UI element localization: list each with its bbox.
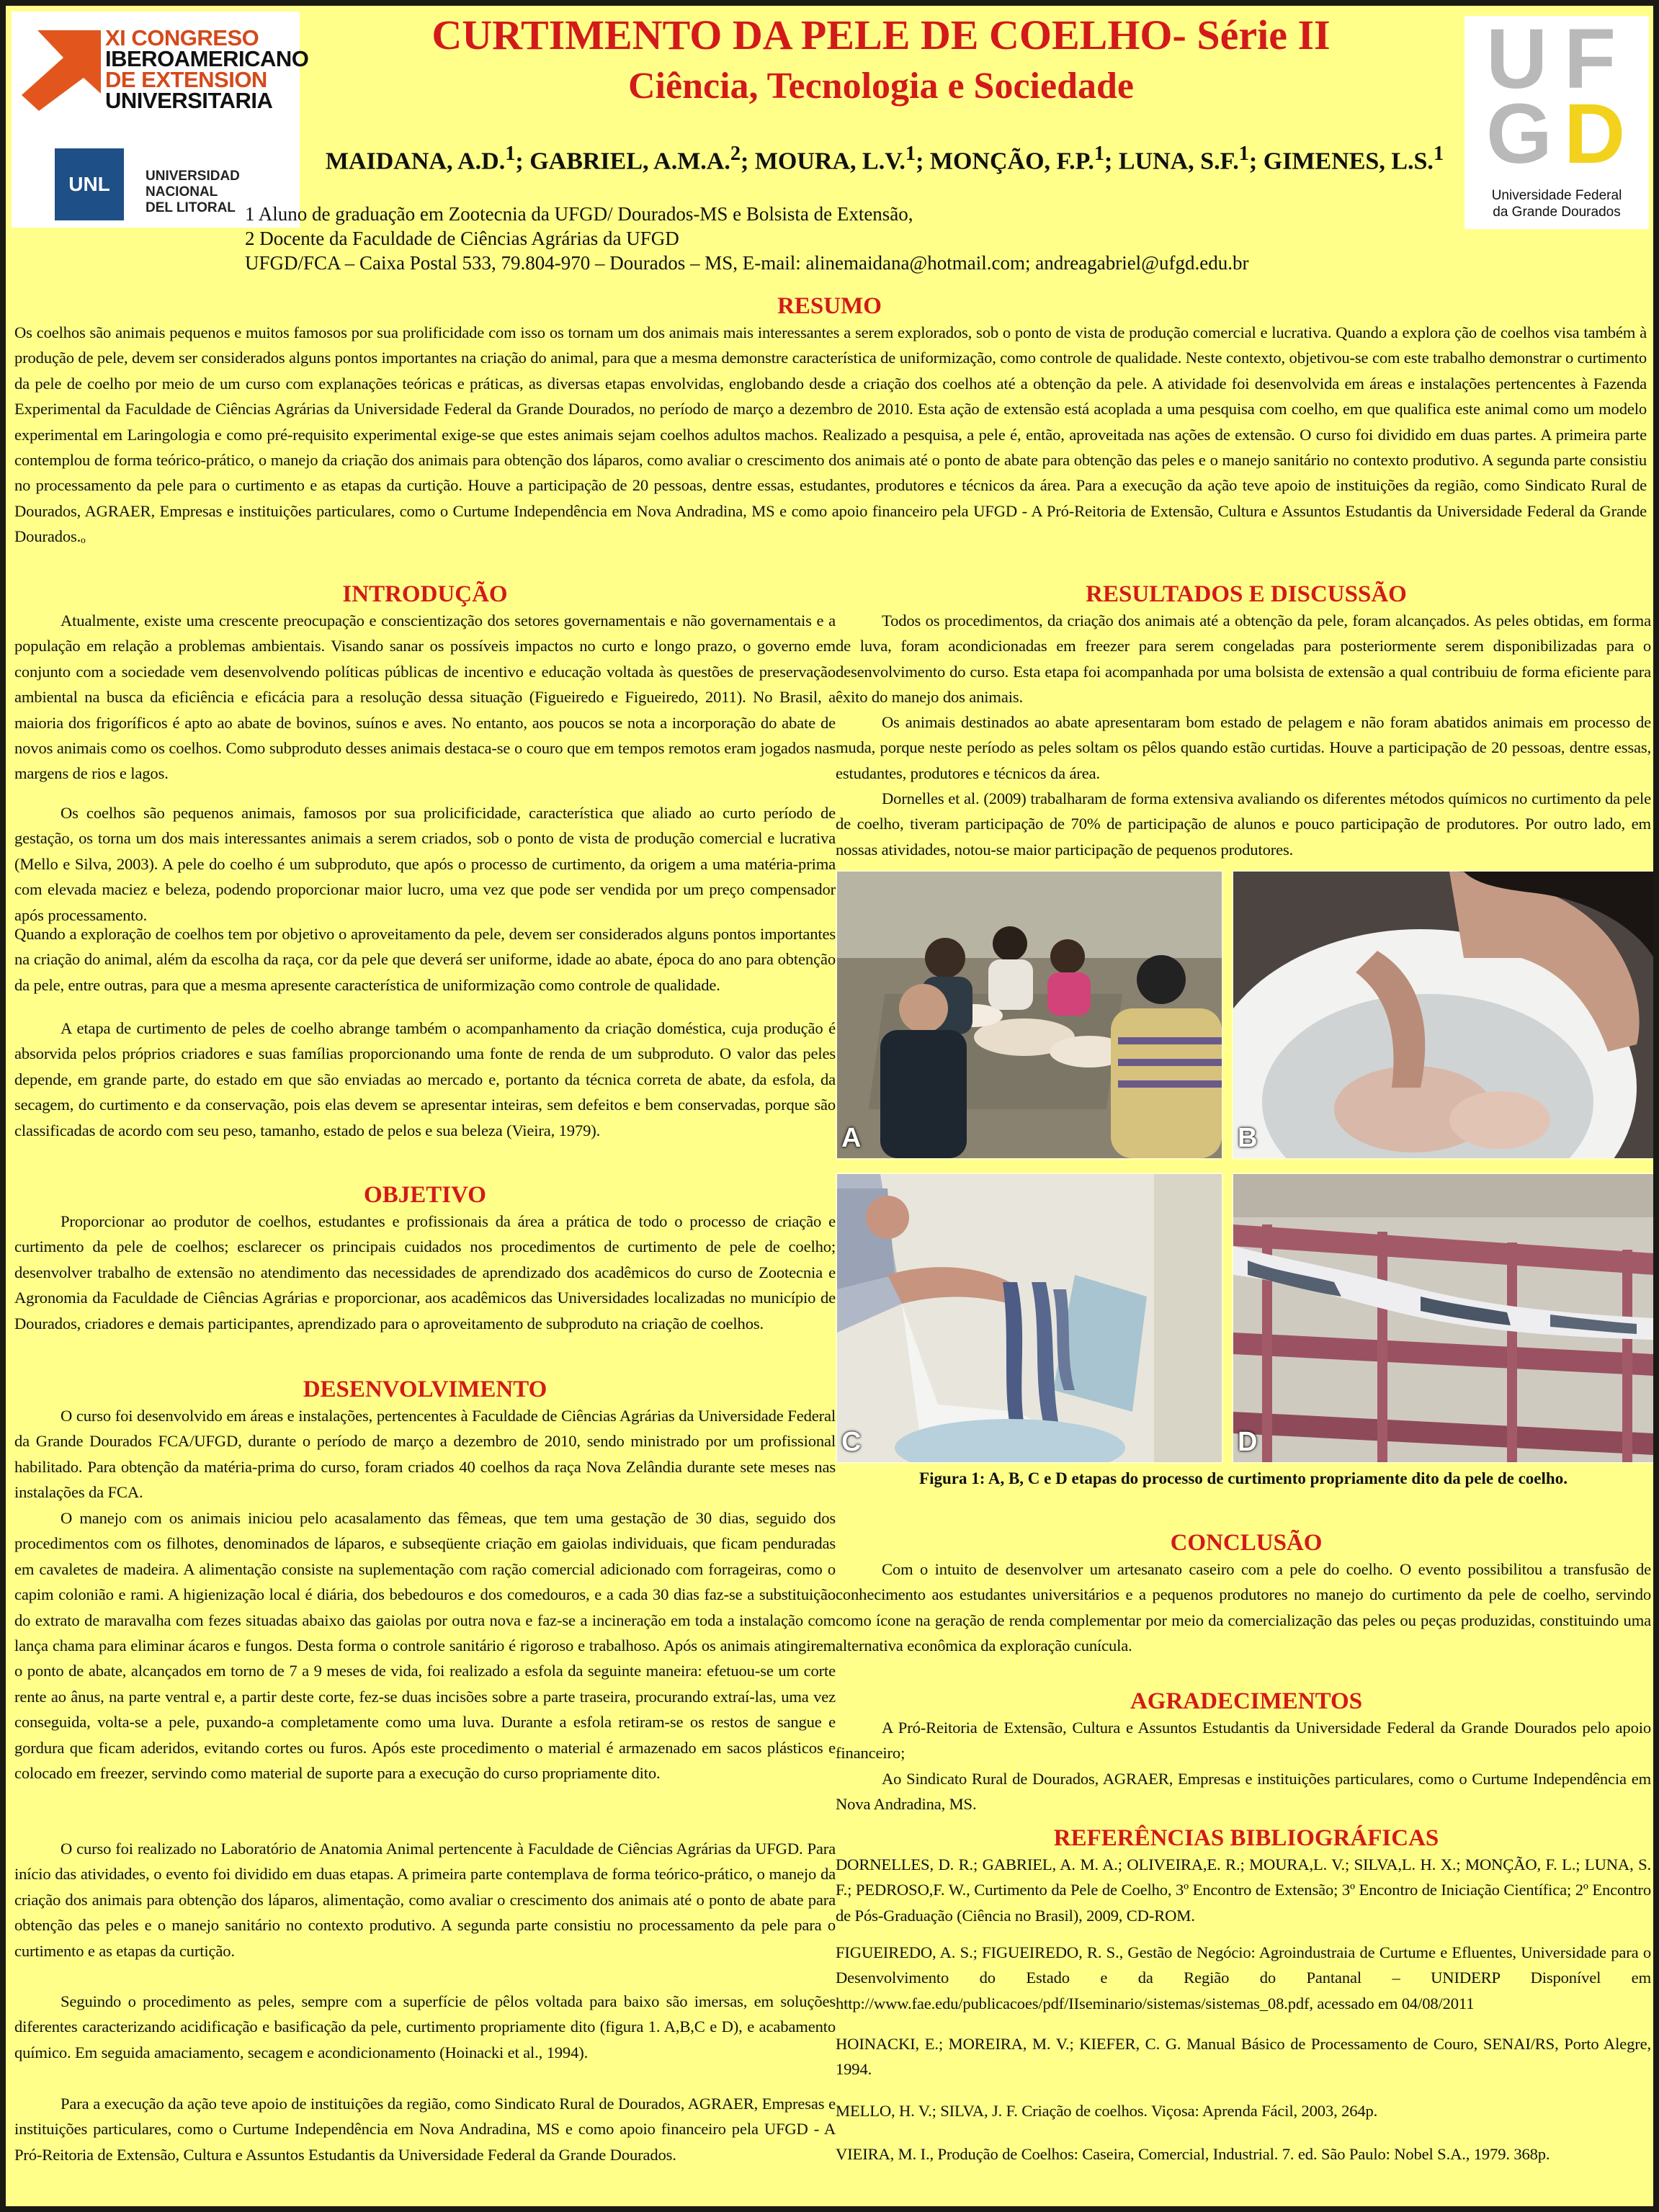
ufgd-letter: F (1564, 12, 1616, 107)
objetivo-paragraph: Proporcionar ao produtor de coelhos, estudantes e profissionais da área a prática de todo o processo de criação e curtimento da pele de coelhos; esclarecer os principais cuidados nos procedimentos de curtimento de pele de coelho; desenvolver trabalho de extensão no atendimento das necessidades de aprendizado dos acadêmicos do curso de Zootecnia e Agronomia da Faculdade de Ciências Agrárias e proporcionar, aos acadêmicos das Universidades localizadas no município de Dourados, criadores e demais participantes, aprendizado para o aproveitamento de subproduto na criação de coelhos. (14, 1212, 836, 1333)
figure-photo-a (836, 870, 1223, 1160)
author-affil-mark: 1 (505, 143, 516, 165)
conclusao-paragraph: Com o intuito de desenvolver um artesanato caseiro com a pele do coelho. O evento possibilitou a transfusão de conhecimento aos estudantes universitários e a pequenos produtores no manejo do curtimento da pele de coelho, servindo como ícone na geração de renda complementar por meio da comercialização das peles ou peças produzidas, constituindo uma alternativa econômica da exploração cunícula. (836, 1560, 1651, 1655)
ufgd-letter: U (1486, 12, 1548, 107)
affiliations (245, 202, 1455, 275)
figure-label: A (841, 1123, 862, 1153)
agradecimentos-paragraph: A Pró-Reitoria de Extensão, Cultura e Assuntos Estudantis da Universidade Federal da Grande Dourados pelo apoio financeiro; (836, 1719, 1651, 1763)
congreso-line: XI CONGRESO (105, 25, 259, 50)
ufgd-letters (1479, 12, 1635, 182)
introducao-paragraph: Atualmente, existe uma crescente preocupação e conscientização dos setores governamentais e não governamentais e a população em relação a problemas ambientais. Visando sanar os possíveis impactos no curto e longo prazo, o governo em conjunto com a sociedade vem desenvolvendo políticas públicas de incentivo e educação voltada às questões de preservação ambiental na busca da eficiência e eficácia para a resolução dessa situação (Figueiredo e Figueiredo, 2011). No Brasil, a maioria dos frigoríficos é apto ao abate de bovinos, suínos e aves. No entanto, aos poucos se nota a incorporação do abate de novos animais como os coelhos. Como subproduto desses animais destaca-se o couro que em tempos remotos eram jogados nas margens de rios e lagos. (14, 612, 836, 783)
author-affil-mark: 1 (1433, 143, 1444, 165)
reference-item: MELLO, H. V.; SILVA, J. F. Criação de coelhos. Viçosa: Aprenda Fácil, 2003, 264p. (836, 2102, 1378, 2120)
introducao-paragraph: A etapa de curtimento de peles de coelho abrange também o acompanhamento da criação doméstica, cuja produção é absorvida pelos próprios criadores e suas famílias proporcionando uma fonte de renda de um subproduto. O valor das peles depende, em grande parte, do estado em que são enviadas ao mercado e, portanto da técnica correta de abate, da esfola, da secagem, do curtimento e da conservação, pois elas devem se apresentar inteiras, sem defeitos e bem conservadas, porque são classificadas de acordo com seu peso, tamanho, estado de pelos e sua beleza (Vieira, 1979). (14, 1019, 836, 1139)
agradecimentos-paragraph: Ao Sindicato Rural de Dourados, AGRAER, Empresas e instituições particulares, como o Curtume Independência em Nova Andradina, MS. (836, 1770, 1651, 1814)
resumo-heading: RESUMO (777, 293, 882, 319)
referencias-heading: REFERÊNCIAS BIBLIOGRÁFICAS (1053, 1825, 1439, 1851)
reference-item: FIGUEIREDO, A. S.; FIGUEIREDO, R. S., Gestão de Negócio: Agroindustraia de Curtume e Efluentes, Universidade para o Desenvolvimento do Estado e da Região do Pantanal – UNIDERP Disponível em http://www.fae.edu/publicacoes/pdf/IIseminario/sistemas/sistemas_08.pdf, acessado em 04/08/2011 (836, 1943, 1651, 2012)
author-name: GABRIEL, A.M.A. (529, 148, 730, 175)
author-name: MOURA, L.V. (754, 148, 905, 175)
agradecimentos-heading: AGRADECIMENTOS (1130, 1688, 1363, 1714)
author-affil-mark: 1 (1238, 143, 1249, 165)
poster (6, 6, 1653, 2206)
conclusao-heading: CONCLUSÃO (1170, 1530, 1323, 1556)
ufgd-name (1472, 187, 1642, 220)
poster-subtitle: Ciência, Tecnologia e Sociedade (628, 66, 1134, 107)
author-name: LUNA, S.F. (1118, 148, 1239, 175)
unl-logo-mark: UNL (55, 148, 124, 220)
poster-title: CURTIMENTO DA PELE DE COELHO- Série II (431, 12, 1331, 58)
ufgd-name-line: Universidade Federal (1491, 188, 1622, 203)
reference-item: HOINACKI, E.; MOREIRA, M. V.; KIEFER, C. G. Manual Básico de Processamento de Couro, SENAI/RS, Porto Alegre, 1994. (836, 2035, 1651, 2079)
figure-photo-b (1232, 870, 1653, 1160)
ufgd-letter: G (1486, 86, 1552, 182)
resumo-text: Os coelhos são animais pequenos e muitos famosos por sua prolificidade com isso os tornam um dos animais mais interessantes a serem explorados, sob o ponto de vista de produção comercial e lucrativa. Quando a explora ção de coelhos visa também à produção de pele, devem ser considerados alguns pontos importantes na criação do animal, para que a mesma demonstre característica de uniformização, como controle de qualidade. Neste contexto, objetivou-se com este trabalho demonstrar o curtimento da pele de coelho por meio de um curso com explanações teóricas e práticas, as diversas etapas envolvidas, englobando desde a criação dos coelhos até a obtenção da pele. A atividade foi desenvolvida em áreas e instalações pertencentes à Fazenda Experimental da Faculdade de Ciências Agrárias da Universidade Federal da Grande Dourados, no período de março a dezembro de 2010. Esta ação de extensão está acoplada a uma pesquisa com coelho, em que qualifica este animal como um modelo experimental em Laringologia e como pré-requisito experimental exige-se que estes animais sejam coelhos adultos machos. Realizado a pesquisa, a pele é, então, aproveitada nas ações de extensão. O curso foi dividido em duas partes. A primeira parte contemplou de forma teórico-prático, o manejo da criação dos animais para obtenção dos láparos, como avaliar o crescimento dos animais até o ponto de abate para obtenção das peles e o manejo sanitário no contexto produtivo. A segunda parte consistiu no processamento da pele para o curtimento e as etapas da curtição. Houve a participação de 20 pessoas, dentre essas, estudantes, produtores e técnicos da área. Para a execução da ação teve apoio de instituições da região, como Sindicato Rural de Dourados, AGRAER, Empresas e instituições particulares, como o Curtume Independência em Nova Andradina, MS e como apoio financeiro pela UFGD - A Pró-Reitoria de Extensão, Cultura e Assuntos Estudantis da Universidade Federal da Grande Dourados.ₒ (14, 323, 1647, 546)
introducao-paragraph: Quando a exploração de coelhos tem por objetivo o aproveitamento da pele, devem ser considerados alguns pontos importantes na criação do animal, além da escolha da raça, cor da pele que deverá ser uniforme, idade ao abate, época do ano para obtenção da pele, entre outras, para que a mesma apresente característica de uniformização como controle de qualidade. (14, 925, 836, 994)
affiliation-line: 2 Docente da Faculdade de Ciências Agrárias da UFGD (245, 228, 679, 249)
affiliation-line: UFGD/FCA – Caixa Postal 533, 79.804-970 – Dourados – MS, E-mail: alinemaidana@hotmail.com; andreagabriel@ufgd.edu.br (245, 252, 1249, 274)
desenvolvimento-paragraph: Para a execução da ação teve apoio de instituições da região, como Sindicato Rural de Dourados, AGRAER, Empresas e instituições particulares, como o Curtume Independência em Nova Andradina, MS e como apoio financeiro pela UFGD - A Pró-Reitoria de Extensão, Cultura e Assuntos Estudantis da Universidade Federal da Grande Dourados. (14, 2095, 836, 2164)
resultados-paragraph: Todos os procedimentos, da criação dos animais até a obtenção da pele, foram alcançados. As peles obtidas, em forma de luva, foram acondicionadas em freezer para serem congeladas para posteriormente serem disponibilizadas para o desenvolvimento do curso. Esta etapa foi acompanhada por uma bolsista de extensão a qual contribuiu de forma eficiente para êxito do manejo dos animais. (836, 612, 1651, 707)
congreso-line: IBEROAMERICANO (105, 46, 309, 71)
figure-label: C (841, 1427, 862, 1457)
resultados-paragraph: Os animais destinados ao abate apresentaram bom estado de pelagem e não foram abatidos animais em processo de muda, porque neste período as peles soltam os pêlos quando estão curtidas. Houve a participação de 20 pessoas, dentre essas, estudantes, produtores e técnicos da área. (836, 713, 1651, 782)
author-name: GIMENES, L.S. (1263, 148, 1434, 175)
desenvolvimento-paragraph: O manejo com os animais iniciou pelo acasalamento das fêmeas, que tem uma gestação de 30 dias, seguido dos procedimentos com os filhotes, denominados de láparos, e subseqüente criação em gaiolas individuais, que ficam penduradas em cavaletes de madeira. A alimentação consiste na suplementação com ração comercial adicionado com forrageiras, como o capim colonião e rami. A higienização local é diária, dos bebedouros e dos comedouros, e a cada 30 dias faz-se a substituição do extrato de maravalha com fezes situadas abaixo das gaiolas por outra nova e faz-se a incineração em toda a instalação com lança chama para eliminar ácaros e fungos. Desta forma o controle sanitário é rigoroso e trabalhoso. Após os animais atingirem o ponto de abate, alcançados em torno de 7 a 9 meses de vida, foi realizado a esfola da seguinte maneira: efetuou-se um corte rente ao ânus, na parte ventral e, a partir deste corte, fez-se duas incisões sobre a parte traseira, procurando extraí-las, uma vez conseguida, volta-se a pele, puxando-a completamente como uma luva. Durante a esfola retiram-se os restos de sangue e gordura que ficam aderidos, evitando cortes ou furos. Após este procedimento o material é armazenado em sacos plásticos e colocado em freezer, servindo como material de suporte para a execução do curso propriamente dito. (14, 1509, 836, 1783)
figure-label: B (1238, 1123, 1258, 1153)
congreso-name (105, 27, 308, 111)
figure-label: D (1238, 1427, 1258, 1457)
desenvolvimento-paragraph: Seguindo o procedimento as peles, sempre com a superfície de pêlos voltada para baixo são imersas, em soluções diferentes caracterizando acidificação e basificação da pele, curtimento propriamente dito (figura 1. A,B,C e D), e acabamento químico. Em seguida amaciamento, secagem e acondicionamento (Hoinacki et al., 1994). (14, 1992, 836, 2061)
ufgd-letter: D (1564, 86, 1626, 182)
ufgd-logo (1465, 12, 1649, 229)
affiliation-line: 1 Aluno de graduação em Zootecnia da UFGD/ Dourados-MS e Bolsista de Extensão, (245, 203, 913, 225)
author-affil-mark: 2 (730, 143, 741, 165)
figure-caption: Figura 1: A, B, C e D etapas do processo de curtimento propriamente dito da pele de coelho. (919, 1469, 1568, 1487)
introducao-paragraph: Os coelhos são pequenos animais, famosos por sua prolicificidade, característica que aliado ao curto período de gestação, os torna um dos mais interessantes animais a serem criados, sob o ponto de vista de produção comercial e lucrativa (Mello e Silva, 2003). A pele do coelho é um subproduto, que após o processo de curtimento, da origem a uma matéria-prima com elevada maciez e beleza, podendo proporcionar maior lucro, uma vez que pode ser vendida por um preço compensador após processamento. (14, 804, 836, 924)
author-list: MAIDANA, A.D.$^1$; GABRIEL, A.M.A.$^2$; MOURA, L.V.$^1$; MONÇÃO, F.P.$^1$; LUNA, S.F.$^1$; GIMENES, L.S.$^1$ (325, 143, 1444, 175)
resultados-paragraph: Dornelles et al. (2009) trabalharam de forma extensiva avaliando os diferentes métodos químicos no curtimento da pele de coelho, tiveram participação de 70% de participação de alunos e pouco participação de produtores. Por outro lado, em nossas atividades, notou-se maior participação de pequenos produtores. (836, 789, 1651, 859)
author-affil-mark: 1 (1094, 143, 1105, 165)
introducao-heading: INTRODUÇÃO (342, 581, 508, 607)
author-affil-mark: 1 (905, 143, 916, 165)
resultados-heading: RESULTADOS E DISCUSSÃO (1086, 581, 1407, 607)
desenvolvimento-paragraph: O curso foi desenvolvido em áreas e instalações, pertencentes à Faculdade de Ciências Agrárias da Universidade Federal da Grande Dourados FCA/UFGD, durante o período de março a dezembro de 2010, sendo ministrado por um profissional habilitado. Para obtenção da matéria-prima do curso, foram criados 40 coelhos da raça Nova Zelândia durante sete meses nas instalações da FCA. (14, 1407, 836, 1502)
unl-name-line: UNIVERSIDAD NACIONAL (146, 169, 240, 200)
objetivo-heading: OBJETIVO (364, 1182, 486, 1208)
author-name: MAIDANA, A.D. (325, 148, 506, 175)
desenvolvimento-paragraph: O curso foi realizado no Laboratório de Anatomia Animal pertencente à Faculdade de Ciências Agrárias da UFGD. Para início das atividades, o evento foi dividido em duas etapas. A primeira parte contemplava de forma teórico-prático, o manejo da criação dos animais para obtenção dos láparos, alimentação, como avaliar o crescimento dos animais até o ponto de abate para obtenção das peles e o manejo sanitário no contexto produtivo. A segunda parte consistiu no processamento da pele para o curtimento e as etapas da curtição. (14, 1840, 836, 1960)
unl-name-line: DEL LITORAL (146, 200, 236, 215)
congreso-line: DE EXTENSION (105, 67, 267, 92)
reference-item: VIEIRA, M. I., Produção de Coelhos: Caseira, Comercial, Industrial. 7. ed. São Paulo: Nobel S.A., 1979. 368p. (836, 2145, 1550, 2163)
congreso-logo (12, 12, 309, 228)
arrow-icon (22, 30, 101, 111)
desenvolvimento-heading: DESENVOLVIMENTO (303, 1376, 547, 1402)
figure-photo-d (1232, 1173, 1653, 1464)
figure-photo-c (836, 1173, 1223, 1464)
congreso-line: UNIVERSITARIA (105, 88, 273, 113)
author-name: MONÇÃO, F.P. (929, 148, 1094, 175)
reference-item: DORNELLES, D. R.; GABRIEL, A. M. A.; OLIVEIRA,E. R.; MOURA,L. V.; SILVA,L. H. X.; MONÇÃO, F. L.; LUNA, S. F.; PEDROSO,F. W., Curtimento da Pele de Coelho, 3º Encontro de Extensão; 3º Encontro de Iniciação Científica; 2º Encontro de Pós-Graduação (Ciência no Brasil), 2009, CD-ROM. (836, 1855, 1651, 1925)
ufgd-name-line: da Grande Dourados (1493, 205, 1621, 220)
